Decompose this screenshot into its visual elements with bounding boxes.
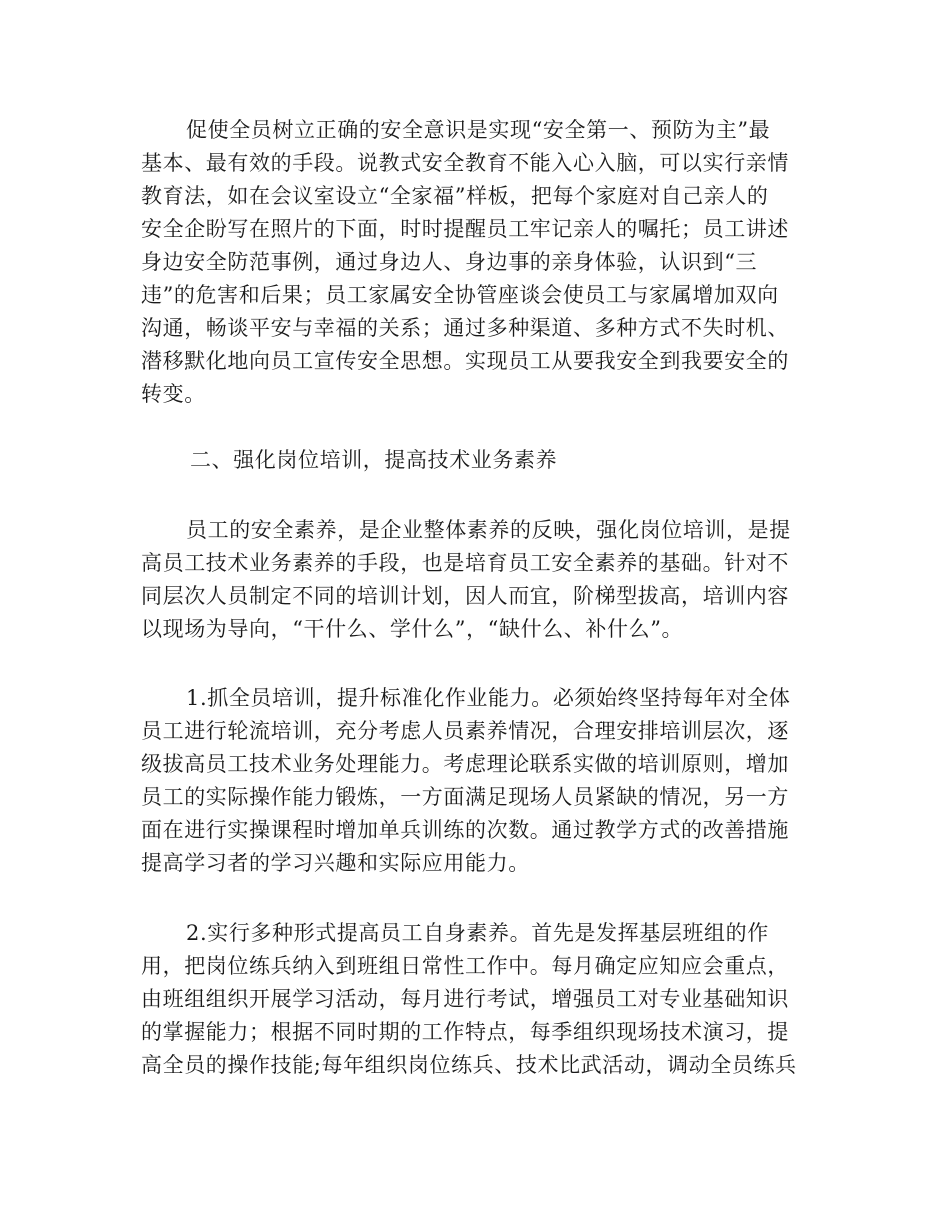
text-line: 级拔高员工技术业务处理能力。考虑理论联系实做的培训原则，增加 bbox=[141, 752, 789, 776]
text-line: 用，把岗位练兵纳入到班组日常性工作中。每月确定应知应会重点， bbox=[141, 954, 789, 978]
text-line: 基本、最有效的手段。说教式安全教育不能入心入脑，可以实行亲情 bbox=[141, 151, 789, 175]
text-line: 员工进行轮流培训，充分考虑人员素养情况，合理安排培训层次，逐 bbox=[141, 719, 789, 743]
text-line: 高员工技术业务素养的手段，也是培育员工安全素养的基础。针对不 bbox=[141, 551, 789, 575]
text-line: 违”的危害和后果；员工家属安全协管座谈会使员工与家属增加双向 bbox=[141, 283, 779, 307]
text-line: 2.实行多种形式提高员工自身素养。首先是发挥基层班组的作 bbox=[186, 921, 769, 945]
text-line: 安全企盼写在照片的下面，时时提醒员工牢记亲人的嘱托；员工讲述 bbox=[141, 217, 789, 241]
text-line: 提高学习者的学习兴趣和实际应用能力。 bbox=[141, 851, 530, 875]
text-line: 高全员的操作技能;每年组织岗位练兵、技术比武活动，调动全员练兵 bbox=[141, 1053, 797, 1077]
text-line: 的掌握能力；根据不同时期的工作特点，每季组织现场技术演习，提 bbox=[141, 1020, 789, 1044]
text-line: 潜移默化地向员工宣传安全思想。实现员工从要我安全到我要安全的 bbox=[141, 349, 789, 373]
text-line: 教育法，如在会议室设立“全家福”样板，把每个家庭对自己亲人的 bbox=[141, 184, 769, 208]
text-line: 以现场为导向，“干什么、学什么”，“缺什么、补什么”。 bbox=[141, 617, 684, 641]
text-line: 由班组组织开展学习活动，每月进行考试，增强员工对专业基础知识 bbox=[141, 987, 789, 1011]
text-line: 员工的实际操作能力锻炼，一方面满足现场人员紧缺的情况，另一方 bbox=[141, 785, 789, 809]
text-line: 转变。 bbox=[141, 382, 206, 406]
text-line: 促使全员树立正确的安全意识是实现“安全第一、预防为主”最 bbox=[186, 118, 771, 142]
text-line: 面在进行实操课程时增加单兵训练的次数。通过教学方式的改善措施 bbox=[141, 818, 789, 842]
text-line: 员工的安全素养，是企业整体素养的反映，强化岗位培训，是提 bbox=[186, 518, 791, 542]
text-line: 同层次人员制定不同的培训计划，因人而宜，阶梯型拔高，培训内容 bbox=[141, 584, 789, 608]
text-line: 身边安全防范事例，通过身边人、身边事的亲身体验，认识到“三 bbox=[141, 250, 758, 274]
text-line: 沟通，畅谈平安与幸福的关系；通过多种渠道、多种方式不失时机、 bbox=[141, 316, 789, 340]
section-heading: 二、强化岗位培训，提高技术业务素养 bbox=[190, 448, 558, 472]
text-line: 1.抓全员培训，提升标准化作业能力。必须始终坚持每年对全体 bbox=[186, 686, 791, 710]
